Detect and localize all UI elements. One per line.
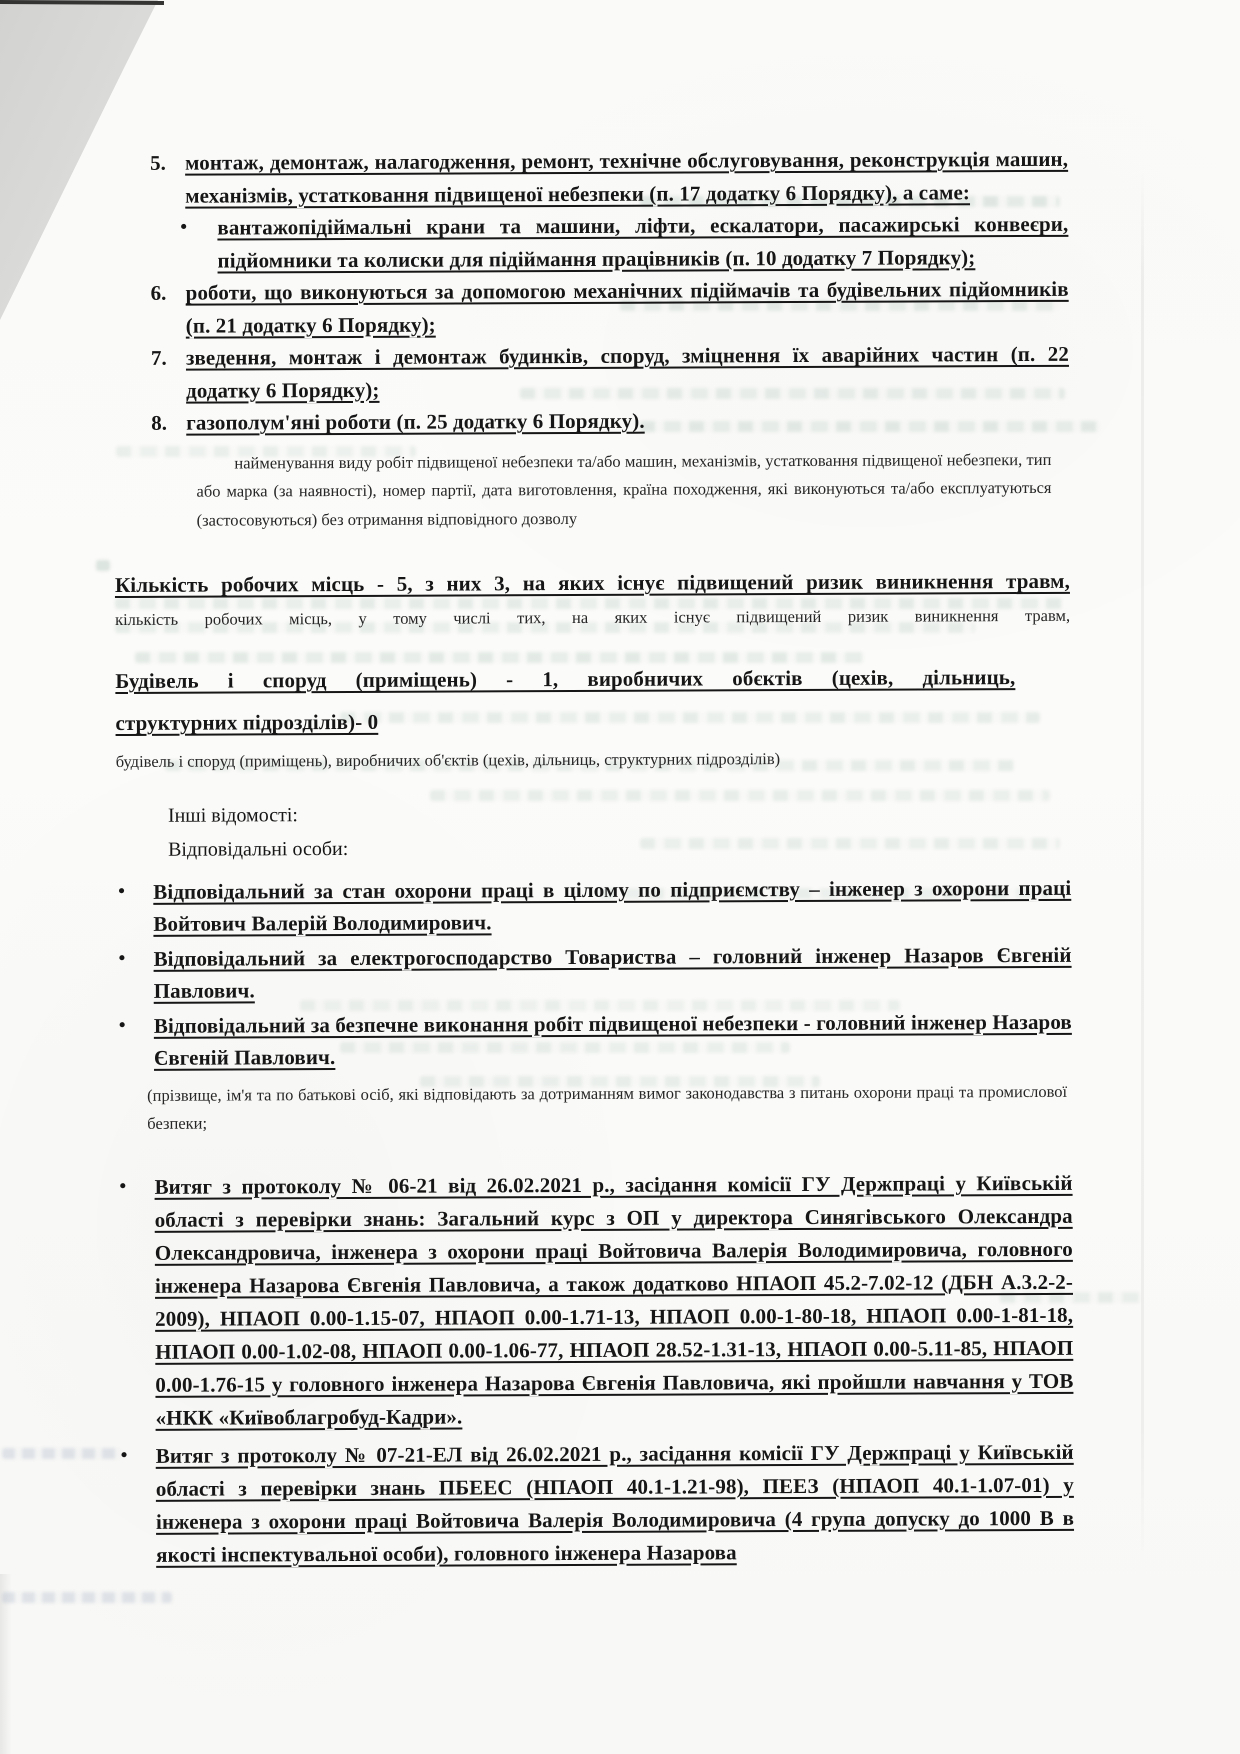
responsible-persons-list — [116, 871, 1072, 1073]
protocol-item — [119, 1435, 1075, 1571]
workplaces-heading: Кількість робочих місць - 5, з них 3, на яких існує підвищений ризик виникнення травм, — [114, 568, 1070, 597]
protocol-item-text: Витяг з протоколу № 06-21 від 26.02.2021 р., засідання комісії ГУ Держпраці у Київській області з перевірки знань: Загальний курс з ОП у директора Синягівського Олександра Олександровича, інженера з охорони праці Войтовича Валерія Володимировича, головного інженера Назарова Євгенія Павловича, а також додатково НПАОП 45.2-7.02-12 (ДБН А.3.2-2-2009), НПАОП 0.00-1.15-07, НПАОП 0.00-1.71-13, НПАОП 0.00-1-80-18, НПАОП 0.00-1-81-18, НПАОП 0.00-1.02-08, НПАОП 0.00-1.06-77, НПАОП 28.52-1.31-13, НПАОП 0.00-5.11-85, НПАОП 0.00-1.76-15 у головного інженера Назарова Євгенія Павловича, які пройшли навчання у ТОВ «НКК «Київоблагробуд-Кадри». — [154, 1170, 1074, 1430]
bullet-marker: • — [118, 1014, 126, 1036]
hazardous-works-list — [150, 143, 1069, 440]
bullet-marker: • — [120, 1444, 128, 1466]
list-item-text: роботи, що виконуються за допомогою механічних підіймачів та будівельних підйомників (п. 21 додатку 6 Порядку); — [185, 276, 1069, 338]
list-item-6 — [151, 273, 1069, 342]
bullet-marker: • — [119, 1175, 127, 1197]
sub-item-text: вантажопідіймальні крани та машини, ліфти, ескалатори, пасажирські конвеєри, підйомники та колиски для підіймання працівників (п. 10 додатку 7 Порядку); — [217, 211, 1069, 273]
list-item-text: монтаж, демонтаж, налагодження, ремонт, технічне обслуговування, реконструкція машин, механізмів, устатковання підвищеної небезпеки (п. 17 додатку 6 Порядку), а саме: — [185, 146, 1069, 208]
list-item-5-sub — [178, 208, 1068, 277]
responsible-item — [116, 871, 1071, 939]
bullet-marker: • — [118, 947, 126, 969]
list-item-number: 6. — [150, 280, 167, 305]
other-info-label: Інші відомості: — [167, 803, 298, 827]
list-item-text: зведення, монтаж і демонтаж будинків, споруд, зміцнення їх аварійних частин (п. 22 додатку 6 Порядку); — [185, 341, 1069, 403]
buildings-section — [115, 660, 1070, 777]
document-body — [113, 143, 1074, 1577]
bleed-through-artifact — [2, 1592, 172, 1603]
page-fold-line — [1141, 170, 1144, 1570]
bleed-through-artifact — [2, 1448, 122, 1459]
responsible-item — [116, 938, 1071, 1006]
bleed-through-artifact — [96, 560, 110, 571]
responsible-caption: (прізвище, ім'я та по батькові осіб, які відповідають за дотриманням вимог законодавства з питань охорони праці та промислової безпеки; — [147, 1081, 1068, 1133]
list-item-number: 7. — [150, 345, 167, 370]
list-item-number: 8. — [151, 410, 168, 435]
protocol-extracts-list — [117, 1166, 1074, 1571]
list-item-5 — [150, 143, 1068, 212]
buildings-caption: будівель і споруд (приміщень), виробничих об'єктів (цехів, дільниць, структурних підрозділів) — [115, 749, 781, 771]
protocol-item — [117, 1166, 1073, 1434]
works-field-caption: найменування виду робіт підвищеної небезпеки та/або машин, механізмів, устатковання підвищеної небезпеки, тип або марка (за наявності), номер партії, дата виготовлення, країна походження, які виконуються та/або експлуатуються (застосовуються) без отримання відповідного дозволу — [196, 449, 1052, 530]
bullet-marker: • — [180, 216, 188, 238]
protocol-item-text: Витяг з протоколу № 07-21-ЕЛ від 26.02.2021 р., засідання комісії ГУ Держпраці у Київській області з перевірки знань ПБЕЕС (НПАОП 40.1-1.21-98), ПЕЕЗ (НПАОП 40.1-1.07-01) у інженера з охорони праці Войтовича Валерія Володимировича (4 група допуску до 1000 В в якості інспектувальної особи), головного інженера Назарова — [155, 1439, 1075, 1567]
other-info-block — [168, 794, 1071, 866]
list-item-text: газополум'яні роботи (п. 25 додатку 6 Порядку). — [186, 408, 645, 435]
list-item-8 — [151, 403, 1069, 440]
list-item-7 — [151, 338, 1069, 407]
bullet-marker: • — [118, 880, 125, 902]
buildings-heading-line2: структурних підрозділів)- 0 — [115, 709, 379, 735]
workplaces-section — [115, 565, 1070, 634]
responsible-item-text: Відповідальний за безпечне виконання робіт підвищеної небезпеки - головний інженер Назаров Євгеній Павлович. — [153, 1009, 1072, 1070]
responsible-persons-label: Відповідальні особи: — [168, 837, 349, 861]
buildings-heading-line1: Будівель і споруд (приміщень) - 1, виробничих обєктів (цехів, дільниць, — [115, 665, 1016, 693]
list-item-number: 5. — [150, 150, 166, 175]
responsible-item — [117, 1005, 1072, 1073]
workplaces-caption: кількість робочих місць, у тому числі тих, на яких існує підвищений ризик виникнення травм, — [115, 605, 1071, 629]
responsible-item-text: Відповідальний за електрогосподарство Товариства – головний інженер Назаров Євгеній Павлович. — [153, 942, 1072, 1003]
responsible-item-text: Відповідальний за стан охорони праці в цілому по підприємству – інженер з охорони праці Войтович Валерій Володимирович. — [153, 875, 1072, 936]
